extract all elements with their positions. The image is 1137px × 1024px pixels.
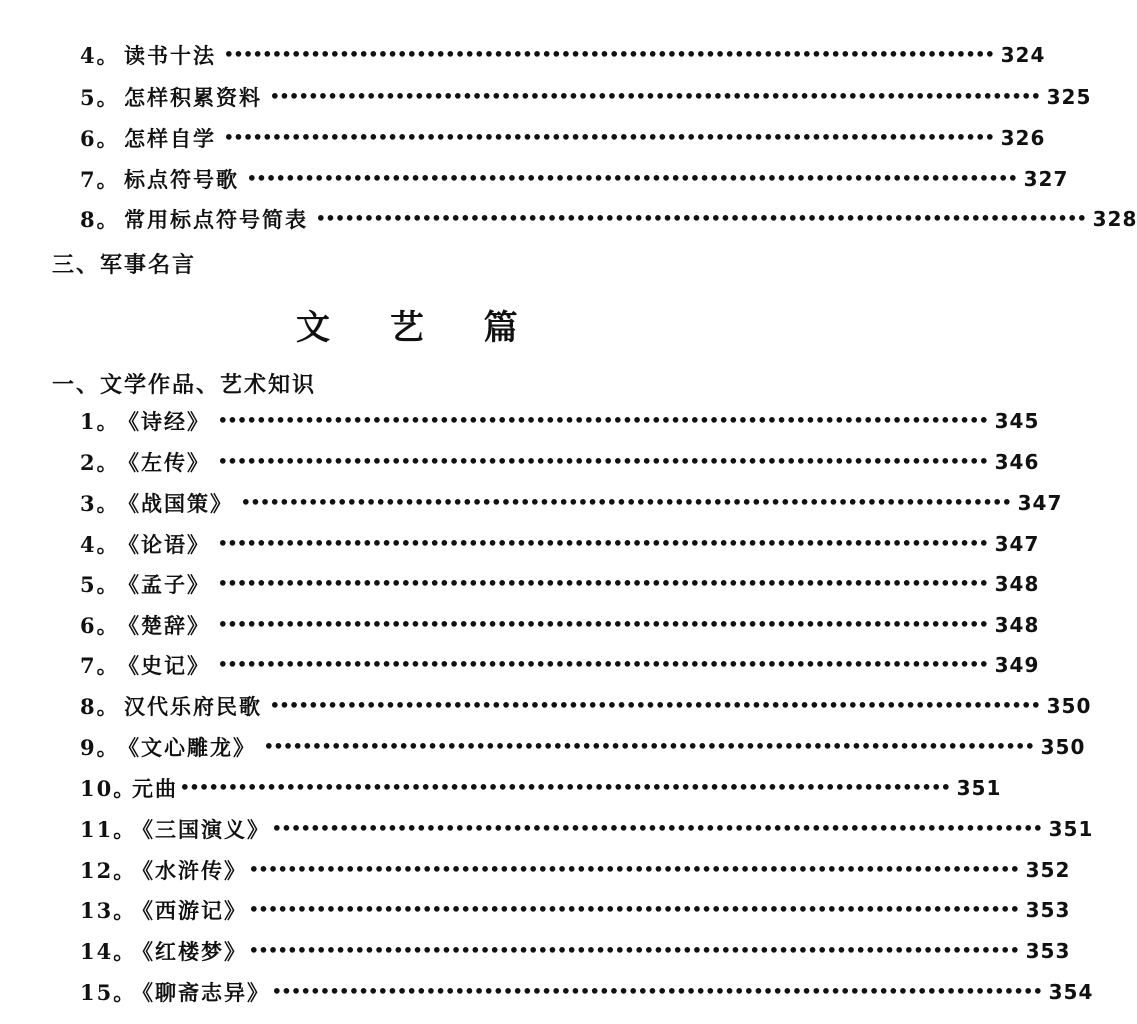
toc-entry	[80, 934, 1071, 968]
entry-number: 7。	[80, 167, 120, 192]
entry-page: 349	[994, 653, 1040, 677]
entry-title: 怎样自学	[124, 126, 216, 151]
entry-page: 328	[1092, 207, 1137, 231]
toc-entry	[80, 486, 1063, 520]
entry-number: 5。	[80, 572, 120, 597]
entry-page: 348	[994, 613, 1040, 637]
entry-page: 325	[1046, 85, 1092, 109]
entry-number: 10。	[80, 776, 137, 801]
entry-page: 353	[1025, 939, 1071, 963]
toc-entry	[80, 80, 1092, 114]
entry-number: 4。	[80, 43, 120, 68]
dot-leader: ••••••••••••••••••••••••••••••••••••••••••••••••••••••••••••••••••••••••••••••••	[224, 45, 995, 64]
entry-number: 15。	[80, 980, 137, 1005]
entry-number: 8。	[80, 694, 120, 719]
section-heading: 三、军事名言	[52, 252, 197, 278]
entry-title: 《三国演义》	[132, 817, 270, 842]
dot-leader: ••••••••••••••••••••••••••••••••••••••••••••••••••••••••••••••••••••••••••••••••	[218, 452, 989, 471]
entry-page: 347	[1017, 491, 1063, 515]
entry-page: 351	[956, 776, 1002, 800]
entry-title: 《西游记》	[132, 898, 247, 923]
entry-page: 327	[1023, 167, 1069, 191]
dot-leader: ••••••••••••••••••••••••••••••••••••••••••••••••••••••••••••••••••••••••••••••••	[270, 87, 1041, 106]
entry-title: 《诗经》	[118, 409, 210, 434]
toc-entry	[80, 608, 1040, 642]
entry-title: 《水浒传》	[132, 858, 247, 883]
entry-page: 351	[1048, 817, 1094, 841]
entry-page: 354	[1048, 980, 1094, 1004]
entry-number: 1。	[80, 409, 120, 434]
entry-page: 348	[994, 572, 1040, 596]
dot-leader: ••••••••••••••••••••••••••••••••••••••••••••••••••••••••••••••••••••••••••••••••	[272, 819, 1043, 838]
toc-entry	[80, 527, 1040, 561]
dot-leader: ••••••••••••••••••••••••••••••••••••••••••••••••••••••••••••••••••••••••••••••••	[249, 941, 1020, 960]
toc-entry	[80, 567, 1040, 601]
dot-leader: ••••••••••••••••••••••••••••••••••••••••••••••••••••••••••••••••••••••••••••••••	[218, 655, 989, 674]
entry-title: 《史记》	[118, 653, 210, 678]
entry-number: 13。	[80, 898, 137, 923]
entry-title: 《红楼梦》	[132, 939, 247, 964]
entry-number: 14。	[80, 939, 137, 964]
part-title: 文 艺 篇	[296, 308, 542, 348]
entry-page: 347	[994, 532, 1040, 556]
entry-title: 读书十法	[124, 43, 216, 68]
dot-leader: ••••••••••••••••••••••••••••••••••••••••••••••••••••••••••••••••••••••••••••••••	[247, 169, 1018, 188]
entry-page: 352	[1025, 858, 1071, 882]
dot-leader: ••••••••••••••••••••••••••••••••••••••••••••••••••••••••••••••••••••••••••••••••	[241, 493, 1012, 512]
entry-page: 346	[994, 450, 1040, 474]
toc-entry	[80, 893, 1071, 927]
entry-title: 怎样积累资料	[124, 85, 262, 110]
dot-leader: ••••••••••••••••••••••••••••••••••••••••••••••••••••••••••••••••••••••••••••••••	[224, 128, 995, 147]
dot-leader: ••••••••••••••••••••••••••••••••••••••••••••••••••••••••••••••••••••••••••••••••	[249, 860, 1020, 879]
dot-leader: ••••••••••••••••••••••••••••••••••••••••••••••••••••••••••••••••••••••••••••••••	[180, 778, 951, 797]
entry-number: 4。	[80, 532, 120, 557]
entry-number: 6。	[80, 126, 120, 151]
entry-page: 324	[1000, 43, 1046, 67]
toc-entry	[80, 202, 1137, 236]
entry-number: 7。	[80, 653, 120, 678]
entry-title: 汉代乐府民歌	[124, 694, 262, 719]
entry-number: 12。	[80, 858, 137, 883]
entry-number: 5。	[80, 85, 120, 110]
entry-number: 3。	[80, 491, 120, 516]
entry-title: 《论语》	[118, 532, 210, 557]
toc-entry	[80, 404, 1040, 438]
entry-title: 标点符号歌	[124, 167, 239, 192]
dot-leader: ••••••••••••••••••••••••••••••••••••••••••••••••••••••••••••••••••••••••••••••••	[218, 574, 989, 593]
dot-leader: ••••••••••••••••••••••••••••••••••••••••••••••••••••••••••••••••••••••••••••••••	[264, 737, 1035, 756]
entry-title: 《聊斋志异》	[132, 980, 270, 1005]
toc-entry	[80, 38, 1046, 72]
entry-page: 345	[994, 409, 1040, 433]
section-heading: 一、文学作品、艺术知识	[52, 372, 317, 398]
entry-page: 326	[1000, 126, 1046, 150]
entry-title: 元曲	[132, 776, 178, 801]
dot-leader: ••••••••••••••••••••••••••••••••••••••••••••••••••••••••••••••••••••••••••••••••	[218, 411, 989, 430]
toc-entry	[80, 689, 1092, 723]
dot-leader: ••••••••••••••••••••••••••••••••••••••••••••••••••••••••••••••••••••••••••••••••	[218, 534, 989, 553]
toc-entry	[80, 445, 1040, 479]
entry-page: 350	[1046, 694, 1092, 718]
toc-entry	[80, 121, 1046, 155]
toc-entry	[80, 162, 1069, 196]
toc-entry	[80, 771, 1002, 805]
entry-title: 《楚辞》	[118, 613, 210, 638]
dot-leader: ••••••••••••••••••••••••••••••••••••••••••••••••••••••••••••••••••••••••••••••••	[272, 982, 1043, 1001]
entry-number: 2。	[80, 450, 120, 475]
entry-number: 11。	[80, 817, 137, 842]
toc-entry	[80, 648, 1040, 682]
toc-entry	[80, 812, 1094, 846]
entry-page: 350	[1040, 735, 1086, 759]
dot-leader: ••••••••••••••••••••••••••••••••••••••••••••••••••••••••••••••••••••••••••••••••	[270, 696, 1041, 715]
dot-leader: ••••••••••••••••••••••••••••••••••••••••••••••••••••••••••••••••••••••••••••••••	[316, 209, 1087, 228]
toc-entry	[80, 975, 1094, 1009]
entry-number: 9。	[80, 735, 120, 760]
entry-title: 《左传》	[118, 450, 210, 475]
entry-title: 常用标点符号简表	[124, 207, 308, 232]
entry-title: 《文心雕龙》	[118, 735, 256, 760]
toc-entry	[80, 730, 1086, 764]
entry-title: 《孟子》	[118, 572, 210, 597]
toc-entry	[80, 853, 1071, 887]
dot-leader: ••••••••••••••••••••••••••••••••••••••••••••••••••••••••••••••••••••••••••••••••	[249, 900, 1020, 919]
entry-number: 8。	[80, 207, 120, 232]
entry-number: 6。	[80, 613, 120, 638]
entry-page: 353	[1025, 898, 1071, 922]
dot-leader: ••••••••••••••••••••••••••••••••••••••••••••••••••••••••••••••••••••••••••••••••	[218, 615, 989, 634]
entry-title: 《战国策》	[118, 491, 233, 516]
